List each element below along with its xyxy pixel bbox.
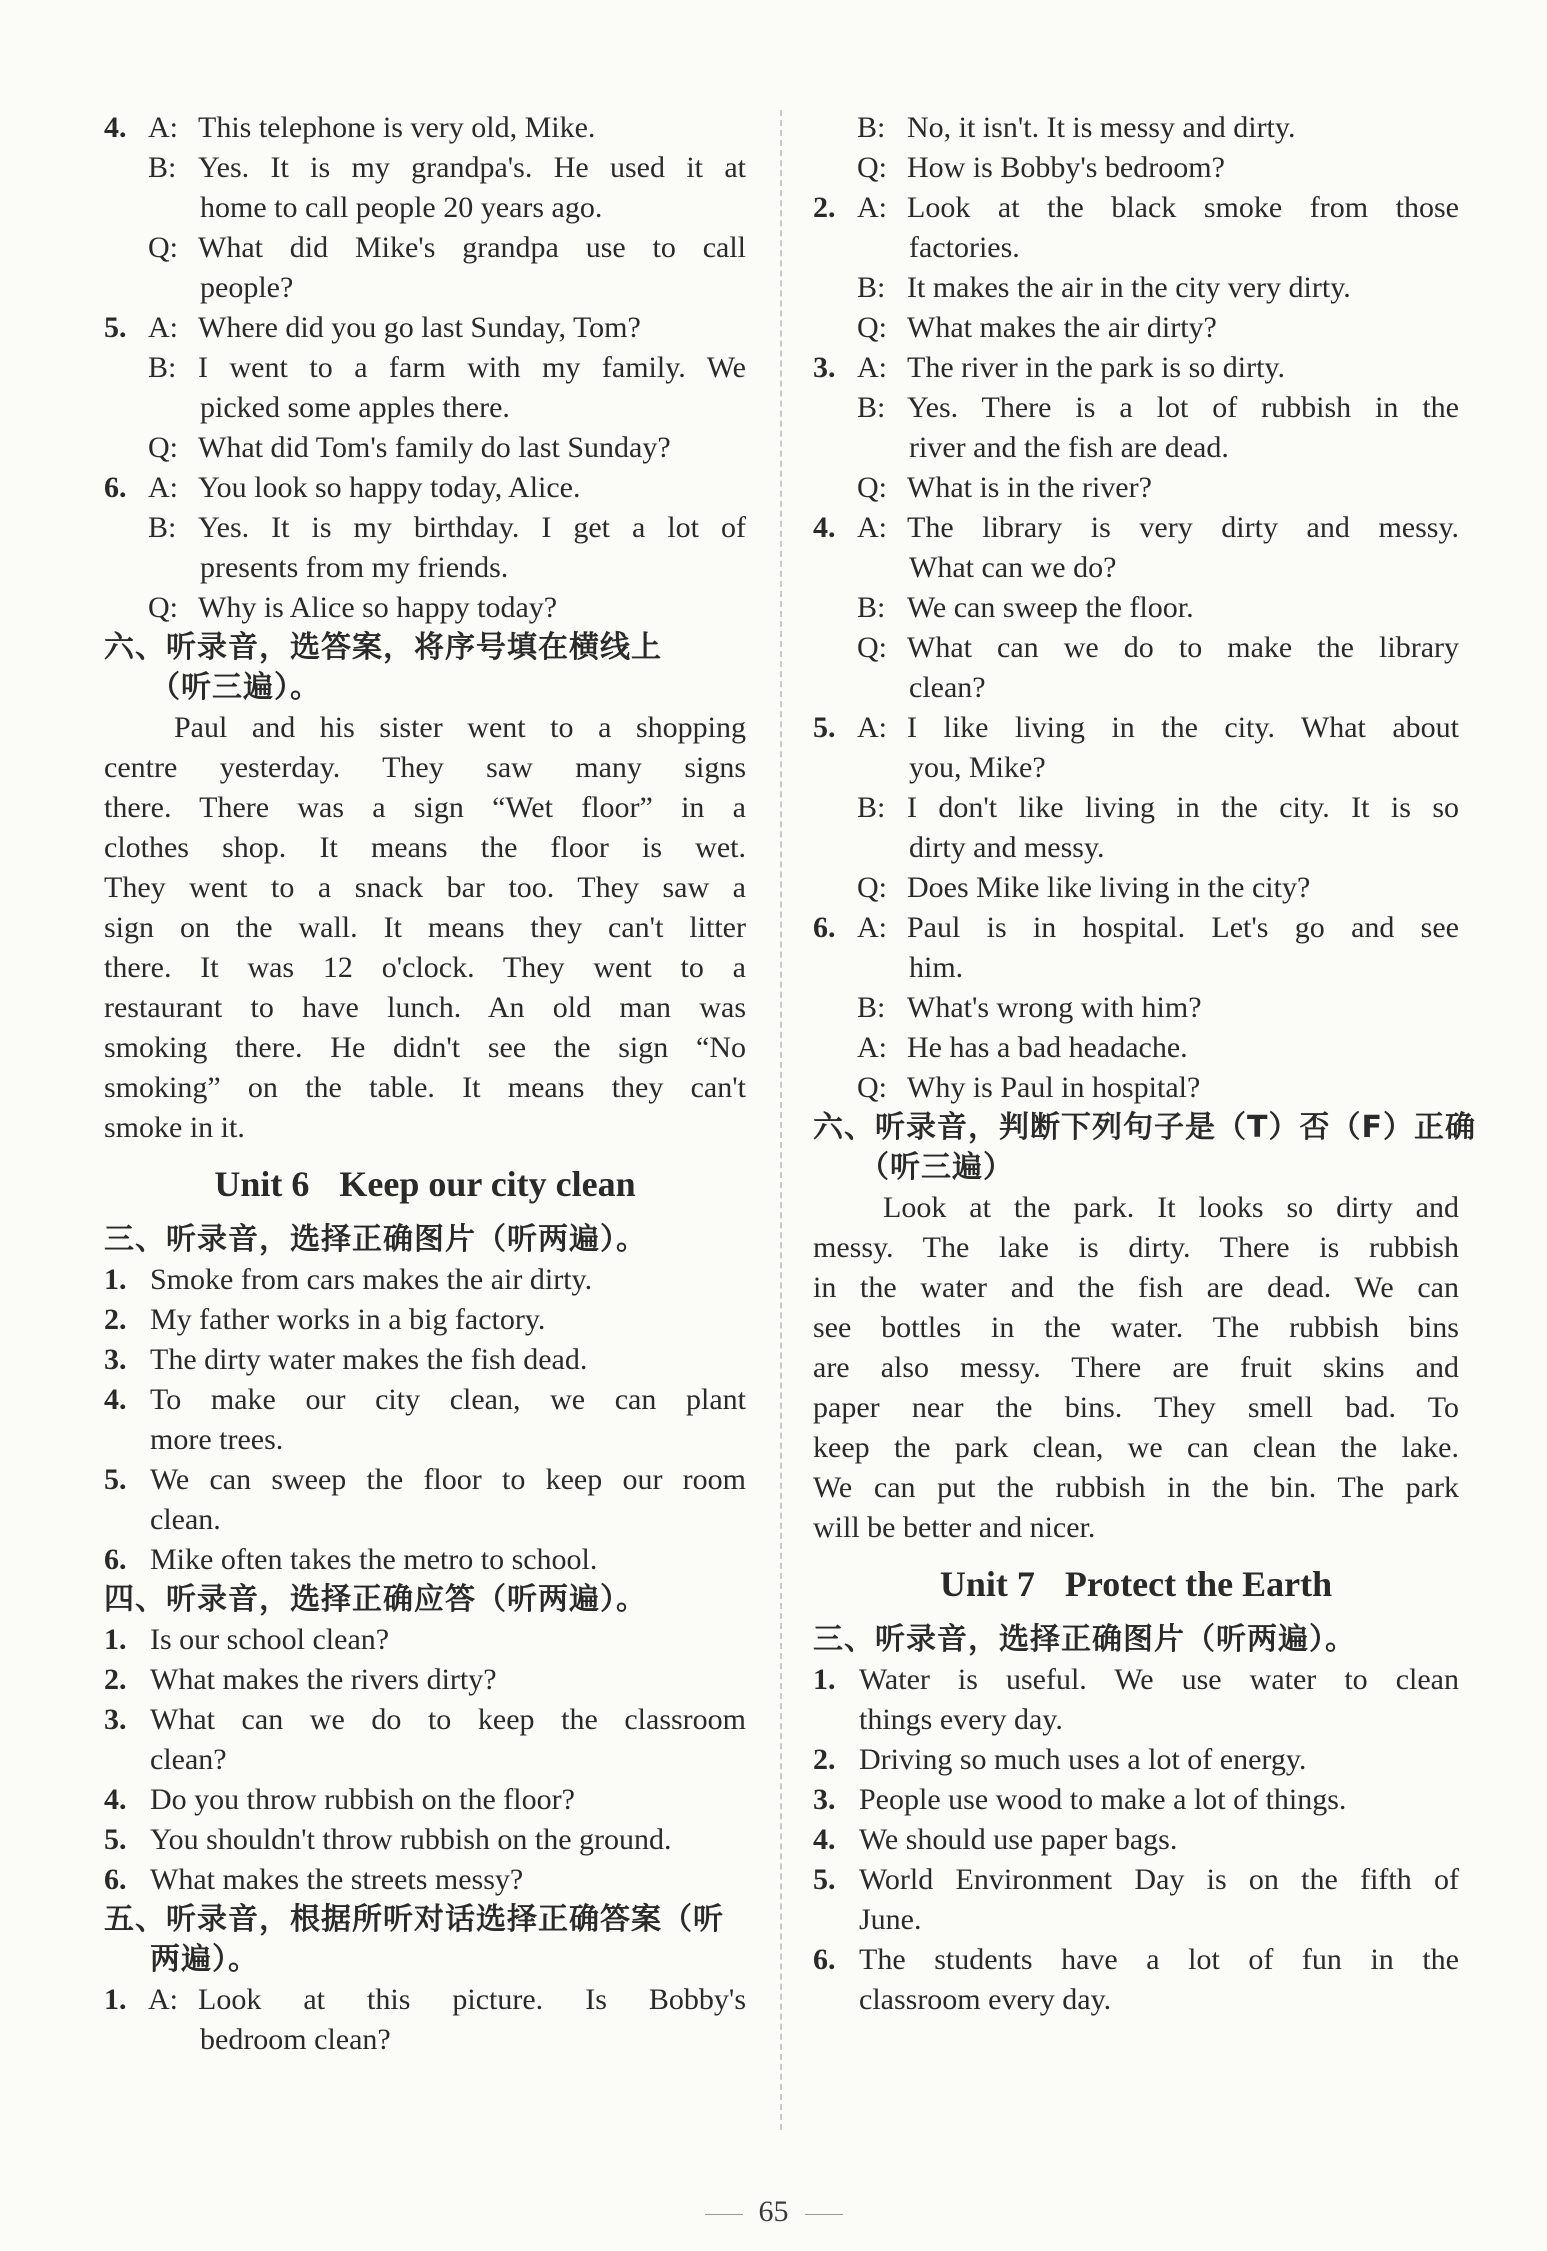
text-line	[104, 1028, 746, 1068]
line-text: Driving so much uses a lot of energy.	[859, 1743, 1307, 1776]
text-line	[813, 1700, 1459, 1740]
speaker-label: Q:	[857, 471, 887, 504]
speaker-label: B:	[148, 151, 177, 184]
question-number: 4.	[104, 111, 127, 144]
text-line	[104, 1420, 746, 1460]
text-line	[813, 948, 1459, 988]
text-line	[813, 628, 1459, 668]
line-text: It makes the air in the city very dirty.	[907, 271, 1351, 304]
line-text: What can we do?	[909, 551, 1117, 584]
question-item	[104, 1980, 746, 2020]
line-text: see bottles in the water. The rubbish bins	[813, 1311, 1459, 1344]
speaker-label: B:	[857, 391, 886, 424]
text-line	[104, 1740, 746, 1780]
line-text: What did Tom's family do last Sunday?	[198, 431, 671, 464]
question-item	[104, 1460, 746, 1500]
question-item	[104, 1540, 746, 1580]
text-line	[813, 828, 1459, 868]
right-column	[813, 108, 1476, 2020]
question-item	[104, 308, 746, 348]
unit-number: Unit 7	[939, 1564, 1035, 1604]
speaker-label: Q:	[857, 311, 887, 344]
section-heading: （听三遍）。	[150, 670, 321, 705]
line-text: Yes. It is my grandpa's. He used it at	[198, 151, 746, 184]
line-text: Why is Paul in hospital?	[907, 1071, 1201, 1104]
line-text: keep the park clean, we can clean the lake.	[813, 1431, 1459, 1464]
text-line	[813, 1428, 1459, 1468]
line-text: dirty and messy.	[909, 831, 1105, 864]
text-line	[813, 748, 1459, 788]
question-item	[104, 1820, 746, 1860]
text-line	[813, 1348, 1459, 1388]
question-item	[813, 908, 1459, 948]
speaker-label: A:	[857, 351, 887, 384]
question-number: 5.	[104, 1463, 127, 1496]
line-text: Does Mike like living in the city?	[907, 871, 1311, 904]
line-text: there. It was 12 o'clock. They went to a	[104, 951, 746, 984]
speaker-label: B:	[857, 991, 886, 1024]
question-number: 5.	[813, 1863, 836, 1896]
text-line	[104, 348, 746, 388]
section-heading: 两遍）。	[150, 1942, 259, 1977]
question-item	[104, 1380, 746, 1420]
line-text: What makes the air dirty?	[907, 311, 1217, 344]
question-item	[813, 508, 1459, 548]
speaker-label: A:	[148, 311, 178, 344]
line-text: sign on the wall. It means they can't litter	[104, 911, 746, 944]
text-line	[104, 748, 746, 788]
section-heading: 六、听录音，判断下列句子是（T）否（F）正确	[813, 1110, 1476, 1145]
line-text: Where did you go last Sunday, Tom?	[198, 311, 641, 344]
question-number: 4.	[813, 511, 836, 544]
question-number: 5.	[813, 711, 836, 744]
question-item	[104, 1340, 746, 1380]
text-line	[813, 1308, 1459, 1348]
line-text: Mike often takes the metro to school.	[150, 1543, 598, 1576]
text-line	[104, 388, 746, 428]
question-item	[813, 188, 1459, 228]
speaker-label: A:	[857, 511, 887, 544]
question-number: 2.	[104, 1303, 127, 1336]
speaker-label: Q:	[857, 631, 887, 664]
question-item	[104, 108, 746, 148]
question-number: 6.	[813, 1943, 836, 1976]
line-text: there. There was a sign “Wet floor” in a	[104, 791, 746, 824]
line-text: people?	[200, 271, 294, 304]
line-text: We should use paper bags.	[859, 1823, 1178, 1856]
line-text: What is in the river?	[907, 471, 1152, 504]
question-item	[813, 1780, 1459, 1820]
line-text: Why is Alice so happy today?	[198, 591, 558, 624]
speaker-label: Q:	[148, 431, 178, 464]
question-number: 2.	[104, 1663, 127, 1696]
line-text: I went to a farm with my family. We	[198, 351, 746, 384]
line-text: Look at the park. It looks so dirty and	[883, 1191, 1459, 1224]
text-line	[104, 548, 746, 588]
question-item	[104, 1860, 746, 1900]
question-number: 1.	[104, 1623, 127, 1656]
speaker-label: B:	[148, 511, 177, 544]
question-number: 4.	[104, 1383, 127, 1416]
text-line	[104, 988, 746, 1028]
line-text: The library is very dirty and messy.	[907, 511, 1459, 544]
line-text: Water is useful. We use water to clean	[859, 1663, 1459, 1696]
page-number-dash	[705, 2214, 743, 2215]
text-line	[813, 1900, 1459, 1940]
line-text: You look so happy today, Alice.	[198, 471, 581, 504]
line-text: clean.	[150, 1503, 221, 1536]
speaker-label: B:	[148, 351, 177, 384]
text-line	[104, 428, 746, 468]
left-column	[104, 108, 746, 2060]
line-text: You shouldn't throw rubbish on the ground.	[150, 1823, 672, 1856]
page-number-dash	[805, 2214, 843, 2215]
question-number: 6.	[104, 1863, 127, 1896]
line-text: will be better and nicer.	[813, 1511, 1096, 1544]
speaker-label: A:	[857, 191, 887, 224]
line-text: home to call people 20 years ago.	[200, 191, 603, 224]
line-text: Paul and his sister went to a shopping	[174, 711, 746, 744]
text-line	[104, 148, 746, 188]
line-text: This telephone is very old, Mike.	[198, 111, 596, 144]
line-text: What makes the streets messy?	[150, 1863, 524, 1896]
text-line	[813, 308, 1459, 348]
line-text: The students have a lot of fun in the	[859, 1943, 1459, 1976]
question-item	[813, 708, 1459, 748]
question-number: 3.	[813, 351, 836, 384]
text-line	[813, 1468, 1459, 1508]
line-text: paper near the bins. They smell bad. To	[813, 1391, 1459, 1424]
line-text: They went to a snack bar too. They saw a	[104, 871, 746, 904]
line-text: river and the fish are dead.	[909, 431, 1229, 464]
speaker-label: Q:	[148, 591, 178, 624]
speaker-label: B:	[857, 271, 886, 304]
speaker-label: B:	[857, 111, 886, 144]
text-line	[104, 828, 746, 868]
speaker-label: A:	[148, 111, 178, 144]
text-line	[104, 508, 746, 548]
line-text: My father works in a big factory.	[150, 1303, 546, 1336]
page-number-text: 65	[758, 2195, 789, 2228]
line-text: June.	[859, 1903, 922, 1936]
speaker-label: A:	[857, 1031, 887, 1064]
text-line	[813, 1388, 1459, 1428]
line-text: centre yesterday. They saw many signs	[104, 751, 746, 784]
text-line	[813, 1980, 1459, 2020]
text-line	[104, 588, 746, 628]
column-divider	[780, 110, 782, 2130]
text-line	[104, 868, 746, 908]
text-line	[104, 948, 746, 988]
line-text: Is our school clean?	[150, 1623, 390, 1656]
question-number: 1.	[104, 1983, 127, 2016]
text-line	[104, 2020, 746, 2060]
text-line	[813, 668, 1459, 708]
line-text: things every day.	[859, 1703, 1063, 1736]
line-text: No, it isn't. It is messy and dirty.	[907, 111, 1296, 144]
text-line	[104, 1500, 746, 1540]
line-text: him.	[909, 951, 964, 984]
line-text: I don't like living in the city. It is so	[907, 791, 1459, 824]
line-text: clean?	[909, 671, 986, 704]
question-item	[813, 1740, 1459, 1780]
question-item	[104, 1700, 746, 1740]
question-number: 3.	[813, 1783, 836, 1816]
speaker-label: Q:	[148, 231, 178, 264]
line-text: picked some apples there.	[200, 391, 510, 424]
speaker-label: A:	[148, 1983, 178, 2016]
line-text: What can we do to make the library	[907, 631, 1459, 664]
question-item	[104, 1660, 746, 1700]
line-text: bedroom clean?	[200, 2023, 391, 2056]
line-text: you, Mike?	[909, 751, 1046, 784]
line-text: World Environment Day is on the fifth of	[859, 1863, 1459, 1896]
text-line	[813, 1028, 1459, 1068]
text-line	[813, 1228, 1459, 1268]
line-text: presents from my friends.	[200, 551, 509, 584]
line-text: smoking” on the table. It means they can't	[104, 1071, 746, 1104]
question-number: 3.	[104, 1343, 127, 1376]
page-number	[0, 2195, 1547, 2229]
line-text: What did Mike's grandpa use to call	[198, 231, 746, 264]
line-text: The dirty water makes the fish dead.	[150, 1343, 588, 1376]
text-line	[813, 108, 1459, 148]
line-text: restaurant to have lunch. An old man was	[104, 991, 746, 1024]
text-line	[813, 148, 1459, 188]
question-item	[813, 1660, 1459, 1700]
line-text: What's wrong with him?	[907, 991, 1202, 1024]
question-item	[104, 468, 746, 508]
line-text: Yes. It is my birthday. I get a lot of	[198, 511, 746, 544]
question-item	[104, 1620, 746, 1660]
unit-heading	[813, 1548, 1459, 1620]
unit-heading	[104, 1148, 746, 1220]
text-line	[813, 788, 1459, 828]
line-text: smoking there. He didn't see the sign “No	[104, 1031, 746, 1064]
question-number: 6.	[104, 471, 127, 504]
text-line	[813, 988, 1459, 1028]
question-number: 5.	[104, 1823, 127, 1856]
line-text: People use wood to make a lot of things.	[859, 1783, 1347, 1816]
speaker-label: A:	[857, 911, 887, 944]
line-text: I like living in the city. What about	[907, 711, 1459, 744]
line-text: clothes shop. It means the floor is wet.	[104, 831, 746, 864]
text-line	[813, 1188, 1459, 1228]
question-number: 5.	[104, 311, 127, 344]
text-line	[813, 868, 1459, 908]
unit-title: Protect the Earth	[1064, 1564, 1333, 1604]
question-number: 1.	[813, 1663, 836, 1696]
question-number: 2.	[813, 1743, 836, 1776]
unit-title: Keep our city clean	[339, 1164, 636, 1204]
line-text: smoke in it.	[104, 1111, 245, 1144]
text-line	[104, 908, 746, 948]
question-item	[813, 1940, 1459, 1980]
section-heading: 三、听录音，选择正确图片（听两遍）。	[104, 1222, 647, 1257]
question-item	[104, 1780, 746, 1820]
line-text: The river in the park is so dirty.	[907, 351, 1285, 384]
question-number: 2.	[813, 191, 836, 224]
question-item	[813, 1860, 1459, 1900]
text-line	[104, 708, 746, 748]
question-number: 4.	[813, 1823, 836, 1856]
line-text: clean?	[150, 1743, 227, 1776]
question-item	[813, 348, 1459, 388]
text-line	[104, 268, 746, 308]
line-text: How is Bobby's bedroom?	[907, 151, 1225, 184]
line-text: Yes. There is a lot of rubbish in the	[907, 391, 1459, 424]
text-line	[104, 1108, 746, 1148]
text-line	[813, 588, 1459, 628]
line-text: messy. The lake is dirty. There is rubbish	[813, 1231, 1459, 1264]
text-line	[813, 388, 1459, 428]
text-line	[813, 548, 1459, 588]
line-text: factories.	[909, 231, 1020, 264]
speaker-label: A:	[148, 471, 178, 504]
speaker-label: Q:	[857, 151, 887, 184]
text-line	[813, 1268, 1459, 1308]
section-heading: （听三遍）	[859, 1150, 1014, 1185]
text-line	[104, 188, 746, 228]
line-text: To make our city clean, we can plant	[150, 1383, 746, 1416]
line-text: in the water and the fish are dead. We can	[813, 1271, 1459, 1304]
line-text: more trees.	[150, 1423, 284, 1456]
text-line	[813, 428, 1459, 468]
section-heading: 三、听录音，选择正确图片（听两遍）。	[813, 1622, 1356, 1657]
section-heading: 五、听录音，根据所听对话选择正确答案（听	[104, 1902, 724, 1937]
speaker-label: A:	[857, 711, 887, 744]
line-text: We can put the rubbish in the bin. The park	[813, 1471, 1459, 1504]
line-text: We can sweep the floor to keep our room	[150, 1463, 746, 1496]
speaker-label: Q:	[857, 1071, 887, 1104]
section-heading: 四、听录音，选择正确应答（听两遍）。	[104, 1582, 647, 1617]
line-text: Look at this picture. Is Bobby's	[198, 1983, 746, 2016]
unit-number: Unit 6	[214, 1164, 310, 1204]
question-item	[104, 1260, 746, 1300]
question-item	[813, 1820, 1459, 1860]
question-number: 3.	[104, 1703, 127, 1736]
text-line	[813, 268, 1459, 308]
line-text: What can we do to keep the classroom	[150, 1703, 746, 1736]
line-text: Paul is in hospital. Let's go and see	[907, 911, 1459, 944]
text-line	[104, 1068, 746, 1108]
question-number: 6.	[104, 1543, 127, 1576]
section-heading: 六、听录音，选答案，将序号填在横线上	[104, 630, 662, 665]
speaker-label: B:	[857, 791, 886, 824]
line-text: are also messy. There are fruit skins and	[813, 1351, 1459, 1384]
line-text: We can sweep the floor.	[907, 591, 1194, 624]
question-number: 4.	[104, 1783, 127, 1816]
question-number: 6.	[813, 911, 836, 944]
line-text: classroom every day.	[859, 1983, 1112, 2016]
line-text: What makes the rivers dirty?	[150, 1663, 497, 1696]
line-text: Do you throw rubbish on the floor?	[150, 1783, 575, 1816]
line-text: He has a bad headache.	[907, 1031, 1188, 1064]
text-line	[104, 228, 746, 268]
text-line	[813, 468, 1459, 508]
line-text: Smoke from cars makes the air dirty.	[150, 1263, 593, 1296]
text-line	[813, 1068, 1459, 1108]
question-item	[104, 1300, 746, 1340]
speaker-label: Q:	[857, 871, 887, 904]
speaker-label: B:	[857, 591, 886, 624]
question-number: 1.	[104, 1263, 127, 1296]
text-line	[813, 228, 1459, 268]
text-line	[104, 788, 746, 828]
text-line	[813, 1508, 1459, 1548]
line-text: Look at the black smoke from those	[907, 191, 1459, 224]
